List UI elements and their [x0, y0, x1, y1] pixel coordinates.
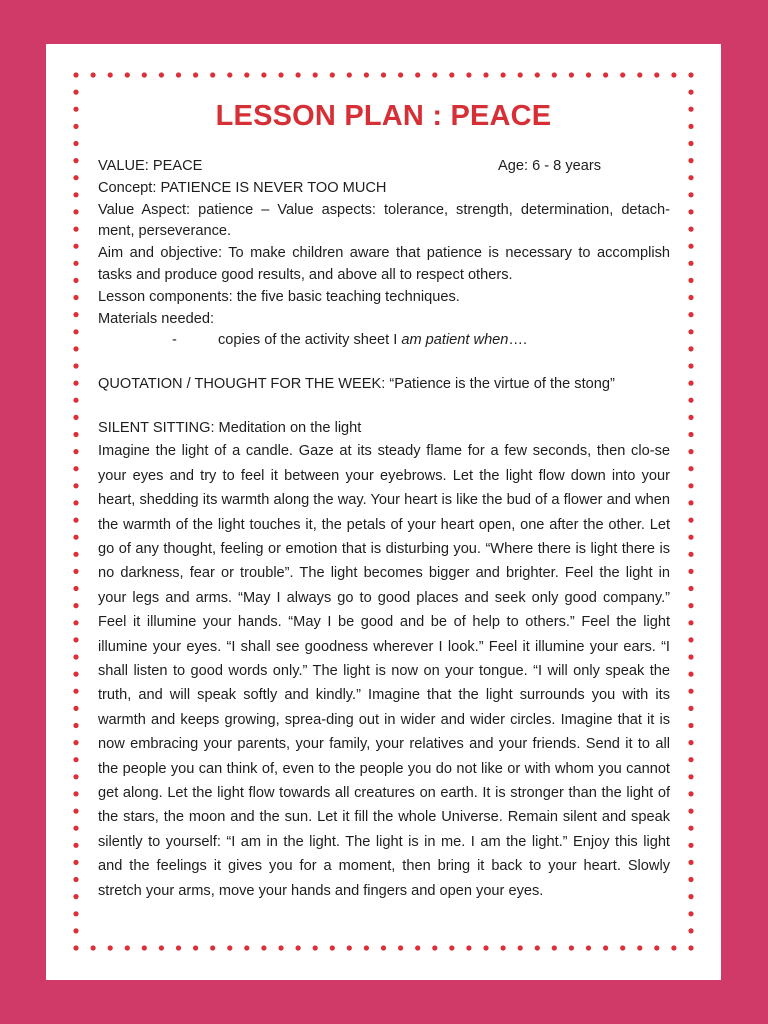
border-dot — [688, 158, 693, 163]
border-dot — [313, 945, 318, 950]
border-dot — [688, 586, 693, 591]
border-dot — [449, 72, 454, 77]
border-dot — [73, 689, 78, 694]
border-dot — [432, 945, 437, 950]
border-dot — [688, 312, 693, 317]
border-dot — [432, 72, 437, 77]
border-dot — [73, 620, 78, 625]
border-dot — [73, 415, 78, 420]
components-line: Lesson components: the five basic teaching techniques. — [98, 288, 460, 305]
border-dot — [415, 945, 420, 950]
border-dot — [688, 894, 693, 899]
border-dot — [688, 175, 693, 180]
border-dot — [637, 945, 642, 950]
border-dot — [73, 432, 78, 437]
border-dot — [73, 363, 78, 368]
border-dot — [108, 72, 113, 77]
border-dot — [688, 928, 693, 933]
border-dot — [330, 945, 335, 950]
materials-item-end: …. — [508, 332, 528, 349]
border-dot — [688, 911, 693, 916]
border-dot — [73, 483, 78, 488]
border-dot — [73, 398, 78, 403]
border-dot — [688, 244, 693, 249]
aim-line: Aim and objective: To make children aware that patience is necessary to accomplish tasks and produce good results, and above all to respect others. — [98, 245, 670, 283]
border-dot — [688, 415, 693, 420]
border-dot — [193, 72, 198, 77]
materials-item-text: copies of the activity sheet I — [218, 332, 402, 349]
border-dot — [73, 586, 78, 591]
border-dot — [73, 500, 78, 505]
border-dot — [244, 72, 249, 77]
border-dot — [398, 72, 403, 77]
border-dot — [688, 363, 693, 368]
border-dot — [176, 72, 181, 77]
border-dot — [449, 945, 454, 950]
border-dot — [688, 689, 693, 694]
border-dot — [210, 72, 215, 77]
border-dot — [518, 72, 523, 77]
border-dot — [296, 945, 301, 950]
border-dot — [73, 295, 78, 300]
border-dot — [73, 312, 78, 317]
border-dot — [73, 381, 78, 386]
border-dot — [227, 72, 232, 77]
border-dot — [73, 723, 78, 728]
border-dot — [620, 945, 625, 950]
border-dot — [73, 774, 78, 779]
materials-item-italic: am patient when — [401, 332, 509, 349]
border-dot — [278, 72, 283, 77]
border-dot — [671, 945, 676, 950]
border-dot — [176, 945, 181, 950]
border-dot — [688, 192, 693, 197]
border-dot — [688, 518, 693, 523]
border-dot — [501, 945, 506, 950]
border-dot — [347, 72, 352, 77]
border-dot — [688, 466, 693, 471]
border-dot — [73, 672, 78, 677]
border-dot — [688, 209, 693, 214]
border-dot — [73, 175, 78, 180]
spacer — [98, 352, 670, 374]
concept-line: Concept: PATIENCE IS NEVER TOO MUCH — [98, 179, 387, 196]
border-dot — [688, 809, 693, 814]
value-row — [98, 156, 670, 178]
age-label: Age: 6 - 8 years — [498, 158, 602, 174]
materials-label: Materials needed: — [98, 310, 215, 327]
border-dot — [381, 945, 386, 950]
border-dot — [73, 261, 78, 266]
border-dot — [313, 72, 318, 77]
border-dot — [73, 569, 78, 574]
border-dot — [142, 72, 147, 77]
border-dot — [73, 209, 78, 214]
border-dot — [398, 945, 403, 950]
border-dot — [73, 843, 78, 848]
border-dot — [73, 346, 78, 351]
border-dot — [73, 141, 78, 146]
border-dot — [688, 877, 693, 882]
border-dot — [637, 72, 642, 77]
border-dot — [483, 945, 488, 950]
border-dot — [278, 945, 283, 950]
border-dot — [688, 72, 693, 77]
border-dot — [466, 72, 471, 77]
border-dot — [688, 261, 693, 266]
border-dot — [159, 945, 164, 950]
border-dot — [603, 72, 608, 77]
border-dot — [73, 826, 78, 831]
value-label: VALUE: PEACE — [98, 158, 203, 174]
border-dot — [552, 72, 557, 77]
border-dot — [73, 877, 78, 882]
border-dot — [688, 672, 693, 677]
border-dot — [466, 945, 471, 950]
border-dot — [73, 192, 78, 197]
border-dot — [688, 620, 693, 625]
border-dot — [688, 740, 693, 745]
border-dot — [688, 757, 693, 762]
border-dot — [73, 158, 78, 163]
border-dot — [688, 723, 693, 728]
border-dot — [688, 603, 693, 608]
border-dot — [688, 278, 693, 283]
lesson-content — [98, 156, 670, 903]
border-dot — [73, 90, 78, 95]
lesson-sheet — [46, 44, 721, 980]
border-dot — [244, 945, 249, 950]
border-dot — [73, 278, 78, 283]
border-dot — [569, 72, 574, 77]
border-dot — [688, 706, 693, 711]
border-dot — [142, 945, 147, 950]
border-dot — [603, 945, 608, 950]
border-dot — [73, 603, 78, 608]
border-dot — [73, 535, 78, 540]
border-dot — [518, 945, 523, 950]
border-dot — [688, 945, 693, 950]
border-dot — [501, 72, 506, 77]
spacer — [98, 396, 670, 418]
border-dot — [671, 72, 676, 77]
border-dot — [688, 843, 693, 848]
border-dot — [91, 72, 96, 77]
border-dot — [296, 72, 301, 77]
border-dot — [73, 928, 78, 933]
border-dot — [73, 894, 78, 899]
border-dot — [569, 945, 574, 950]
border-dot — [688, 346, 693, 351]
border-dot — [73, 637, 78, 642]
border-dot — [688, 90, 693, 95]
border-dot — [688, 791, 693, 796]
border-dot — [73, 809, 78, 814]
border-dot — [347, 945, 352, 950]
border-dot — [364, 72, 369, 77]
border-dot — [535, 72, 540, 77]
border-dot — [364, 945, 369, 950]
border-dot — [73, 791, 78, 796]
border-dot — [125, 945, 130, 950]
border-dot — [688, 826, 693, 831]
border-dot — [381, 72, 386, 77]
meditation-paragraph: Imagine the light of a candle. Gaze at its steady flame for a few seconds, then clo-se your eyes and try to feel it between your eyebrows. Let the light flow down into your heart, shedding its warmth along the way. Your heart is like the bud of a flower and when the warmth of the light touches it, the petals of your heart open, one after the other. Let go of any thought, feeling or emotion that is disturbing you. “Where there is light there is no darkness, fear or trouble”. The light becomes bigger and brighter. Feel the light in your legs and arms. “May I always go to good places and seek only good company.” Feel it illumine your hands. “May I be good and be of help to others.” Feel the light illumine your eyes. “I shall see goodness wherever I look.” Feel it illumine your ears. “I shall listen to good words only.” The light is now on your tongue. “I will only speak the truth, and will speak softly and kindly.” Imagine that the light surrounds you with its warmth and keeps growing, sprea-ding out in wider and wider circles. Imagine that it is now embracing your parents, your family, your relatives and your friends. Send it to all the people you can think of, even to the people you do not like or with whom you cannot get along. Let the light flow towards all creatures on earth. It is stronger than the light of the stars, the moon and the sun. Let it fill the whole Universe. Remain silent and speak silently to yourself: “I am in the light. The light is in me. I am the light.” Enjoy this light and the feelings it gives you for a moment, then bring it back to your heart. Slowly stretch your arms, move your hands and fingers and open your eyes. — [98, 443, 670, 899]
border-dot — [688, 449, 693, 454]
border-dot — [193, 945, 198, 950]
border-dot — [330, 72, 335, 77]
border-dot — [552, 945, 557, 950]
border-dot — [688, 860, 693, 865]
border-dot — [73, 329, 78, 334]
border-dot — [688, 329, 693, 334]
border-dot — [688, 535, 693, 540]
page-title: LESSON PLAN : PEACE — [215, 100, 552, 132]
quotation-line: QUOTATION / THOUGHT FOR THE WEEK: “Patience is the virtue of the stong” — [98, 375, 615, 392]
border-dot — [73, 72, 78, 77]
border-dot — [227, 945, 232, 950]
border-dot — [688, 381, 693, 386]
border-dot — [688, 398, 693, 403]
border-dot — [586, 945, 591, 950]
border-dot — [73, 706, 78, 711]
border-dot — [688, 774, 693, 779]
silent-sitting-heading: SILENT SITTING: Meditation on the light — [98, 419, 362, 436]
border-dot — [91, 945, 96, 950]
border-dot — [108, 945, 113, 950]
dash-marker: - — [172, 332, 177, 349]
border-dot — [688, 500, 693, 505]
border-dot — [654, 72, 659, 77]
border-dot — [73, 449, 78, 454]
border-dot — [654, 945, 659, 950]
border-dot — [73, 654, 78, 659]
border-dot — [73, 860, 78, 865]
materials-item — [98, 330, 670, 352]
border-dot — [688, 654, 693, 659]
border-dot — [688, 552, 693, 557]
value-aspect-line: Value Aspect: patience – Value aspects: tolerance, strength, determination, detach-ment, perseverance. — [98, 201, 670, 240]
border-dot — [586, 72, 591, 77]
border-dot — [688, 483, 693, 488]
border-dot — [620, 72, 625, 77]
border-dot — [159, 72, 164, 77]
border-dot — [415, 72, 420, 77]
border-dot — [73, 945, 78, 950]
border-dot — [73, 740, 78, 745]
border-dot — [73, 757, 78, 762]
border-dot — [688, 432, 693, 437]
border-dot — [73, 244, 78, 249]
border-dot — [73, 911, 78, 916]
border-dot — [688, 637, 693, 642]
border-dot — [73, 518, 78, 523]
border-dot — [73, 466, 78, 471]
border-dot — [535, 945, 540, 950]
border-dot — [73, 552, 78, 557]
border-dot — [688, 227, 693, 232]
border-dot — [688, 569, 693, 574]
border-dot — [261, 945, 266, 950]
border-dot — [688, 295, 693, 300]
border-dot — [125, 72, 130, 77]
border-dot — [210, 945, 215, 950]
border-dot — [483, 72, 488, 77]
border-dot — [73, 227, 78, 232]
border-dot — [261, 72, 266, 77]
border-dot — [688, 141, 693, 146]
